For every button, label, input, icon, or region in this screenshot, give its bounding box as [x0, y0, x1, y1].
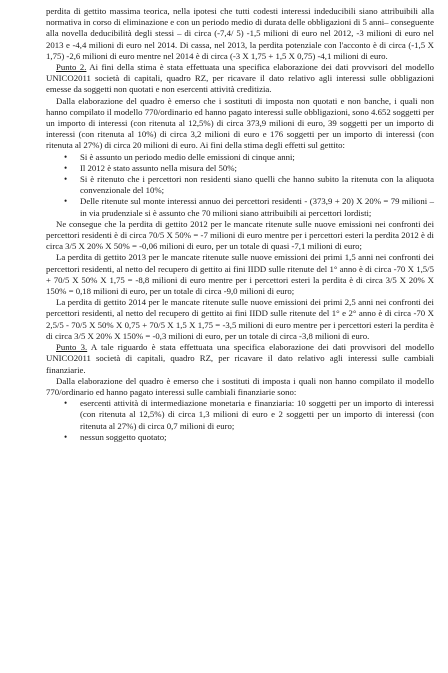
- list-item-2012: [46, 163, 434, 174]
- list-item-ritenute-monte-interessi: [46, 196, 434, 218]
- list-item-intermediazione: [46, 398, 434, 432]
- section-label-punto-3: Punto 3.: [56, 342, 88, 353]
- paragraph-perdita-2012: Ne consegue che la perdita di gettito 2012 per le mancate ritenute sulle nuove emissioni nei confronti dei percettori residenti è di circa 70/5 X 50% = -7 milioni di euro mentre per i percettori esteri la perdita 2012 è di circa 3/5 X 20% X 50% = -0,06 milioni di euro, per un totale di quasi -7,1 milioni di euro;: [46, 218, 434, 252]
- section-label-punto-2: Punto 2.: [56, 62, 87, 73]
- bullet-icon: •: [64, 151, 68, 162]
- bullet-icon: •: [64, 162, 68, 173]
- paragraph-punto-3-text: A tale riguardo è stata effettuata una specifica elaborazione dei dati provvisori del modello UNICO2011 società di capitali, quadro RZ, per ricavare il dato relativo agli interessi sulle cambiali finanziarie.: [46, 342, 434, 375]
- list-item-nessun-quotato: [46, 432, 434, 443]
- paragraph-perdita-2014: La perdita di gettito 2014 per le mancate ritenute sulle nuove emissioni dei primi 2,5 anni nei confronti dei percettori residenti, al netto del recupero di gettito ai fini IIDD sulle ritenute del 1° e 2° anno è di circa -70 X 2,5/5 - 70/5 X 50% X 0,75 + 70/5 X 1,5 X 1,75 = -3,5 milioni di euro mentre per i percettori esteri la perdita è di circa 3/5 X 20% X 150% = -0,3 milioni di euro, per un totale di circa -3,8 milioni di euro.: [46, 297, 434, 341]
- list-item-text: Si è assunto un periodo medio delle emissioni di cinque anni;: [80, 151, 295, 162]
- paragraph-punto-2-text: Ai fini della stima è stata effettuata una specifica elaborazione dei dati provvisori del modello UNICO2011 società di capitali, quadro RZ, per ricavare il dato relativo agli interessi sulle obbligazioni emesse da soggetti non quotati e non esercenti attività creditizia.: [46, 62, 434, 95]
- paragraph-elaborazione-cambiali: Dalla elaborazione del quadro è emerso che i sostituti di imposta i quali non hanno compilato il modello 770/ordinario ed hanno pagato interessi sulle cambiali finanziarie sono:: [46, 375, 434, 397]
- list-item-periodo-medio: [46, 152, 434, 163]
- list-item-text: Il 2012 è stato assunto nella misura del 50%;: [80, 162, 237, 173]
- bullet-icon: •: [64, 431, 68, 442]
- paragraph-punto-2: [46, 62, 434, 96]
- list-item-text: nessun soggetto quotato;: [80, 431, 167, 442]
- paragraph-punto-3: [46, 342, 434, 376]
- bullet-icon: •: [64, 196, 68, 207]
- list-item-text: esercenti attività di intermediazione monetaria e finanziaria: 10 soggetti per un importo di interessi (con ritenuta al 12,5%) di circa 1,3 milioni di euro e 2 soggetti per un importo di interessi (con ritenuta al 27%) di circa 0,7 milioni di euro;: [80, 398, 434, 431]
- list-item-text: Si è ritenuto che i percettori non residenti siano quelli che hanno subito la ritenuta con la aliquota convenzionale del 10%;: [80, 174, 434, 196]
- list-item-non-residenti: [46, 174, 434, 196]
- bullet-icon: •: [64, 398, 68, 409]
- paragraph-perdita-2013: La perdita di gettito 2013 per le mancate ritenute sulle nuove emissioni dei primi 1,5 anni nei confronti dei percettori residenti, al netto del recupero di gettito ai fini IIDD sulle ritenute del 1° anno è di circa -70 X 1,5/5 + 70/5 X 50% X 1,75 = -8,8 milioni di euro mentre per i percettori esteri la perdita è di circa 3/5 X 20% X 150% = 0,18 milioni di euro, per un totale di circa -9,0 milioni di euro;: [46, 252, 434, 297]
- paragraph-perdita-teorica: perdita di gettito massima teorica, nella ipotesi che tutti codesti interessi indeducibili siano attribuibili alla normativa in corso di eliminazione e con un periodo medio di durata delle obbligazioni di 5 anni– conseguente alla novella deducibilità degli stessi – di circa (-7,4/ 5) -1,5 milioni di euro nel 2012, -3 milioni di euro nel 2013 e -4,4 milioni di euro nel 2014. Di cassa, nel 2013, la perdita potenziale con l'acconto è di circa (-1,5 X 1,75) -2,6 milioni di euro mentre nel 2014 è di circa (-3 X 1,75 + 1,5 X 0,75) -4,1 milioni di euro.: [46, 6, 434, 61]
- bullet-icon: •: [64, 174, 68, 185]
- paragraph-elaborazione-obbligazioni: Dalla elaborazione del quadro è emerso che i sostituti di imposta non quotati e non banche, i quali non hanno compilato il modello 770/ordinario ed hanno pagato interessi sulle obbligazioni, sono 4.652 soggetti per un importo di interessi (con ritenuta al 12,5%) di circa 373,9 milioni di euro, 39 soggetti per un importo di interessi (con ritenuta al 10%) di circa 3,2 milioni di euro e 176 soggetti per un importo di interessi (con ritenuta al 27%) di circa 20 milioni di euro. Ai fini della stima degli effetti sul gettito:: [46, 95, 434, 151]
- list-item-text: Delle ritenute sul monte interessi annuo dei percettori residenti - (373,9 + 20) X 20% = 79 milioni –in via prudenziale si è assunto che 70 milioni siano attribuibili ai percettori lordisti;: [80, 196, 434, 218]
